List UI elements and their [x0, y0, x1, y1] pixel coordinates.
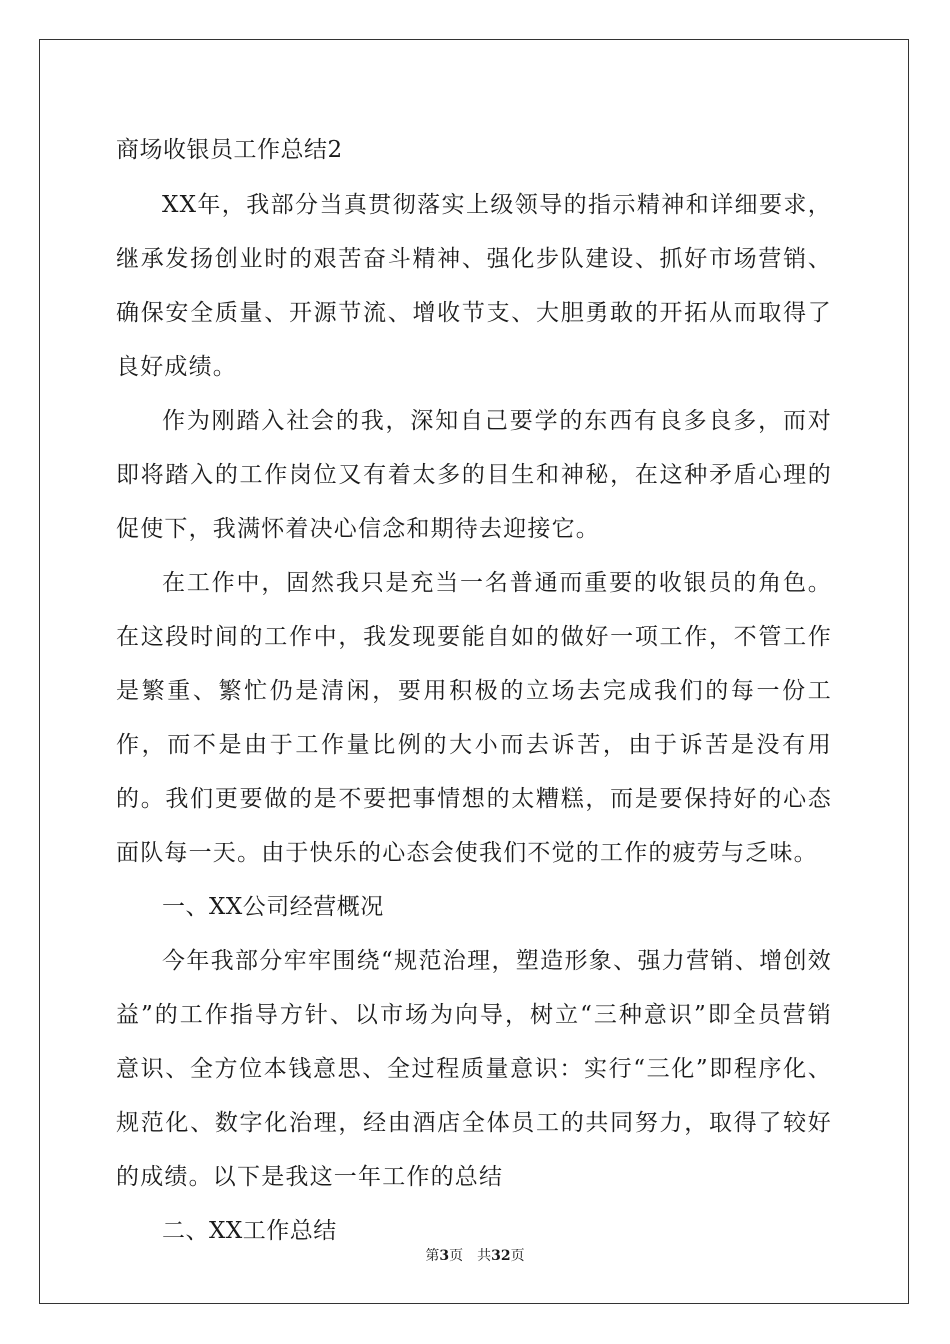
footer-page-number: 3: [439, 1248, 450, 1264]
footer-total-prefix: 共: [477, 1248, 492, 1264]
paragraph-2: 作为刚踏入社会的我，深知自己要学的东西有良多良多，而对即将踏入的工作岗位又有着太多的目生和神秘，在这种矛盾心理的促使下，我满怀着决心信念和期待去迎接它。: [116, 408, 832, 542]
footer-total-pages: 32: [491, 1248, 511, 1264]
document-body: [116, 126, 832, 1258]
paragraph-3: 在工作中，固然我只是充当一名普通而重要的收银员的角色。在这段时间的工作中，我发现要能自如的做好一项工作，不管工作是繁重、繁忙仍是清闲，要用积极的立场去完成我们的每一份工作，而不是由于工作量比例的大小而去诉苦，由于诉苦是没有用的。我们更要做的是不要把事情想的太糟糕，而是要保持好的心态面队每一天。由于快乐的心态会使我们不觉的工作的疲劳与乏味。: [116, 570, 832, 866]
footer-total-suffix: 页: [510, 1248, 525, 1264]
section-heading-2: 二、XX工作总结: [162, 1218, 337, 1244]
footer-page-suffix: 页: [449, 1248, 464, 1264]
paragraph-4: 今年我部分牢牢围绕“规范治理，塑造形象、强力营销、增创效益”的工作指导方针、以市场为向导，树立“三种意识”即全员营销意识、全方位本钱意思、全过程质量意识：实行“三化”即程序化、规范化、数字化治理，经由酒店全体员工的共同努力，取得了较好的成绩。以下是我这一年工作的总结: [116, 948, 832, 1190]
footer-page-prefix: 第: [425, 1248, 440, 1264]
section-heading-1: 一、XX公司经营概况: [162, 894, 384, 920]
page-footer: [0, 1247, 950, 1265]
document-title: 商场收银员工作总结2: [116, 137, 343, 163]
paragraph-1: XX年，我部分当真贯彻落实上级领导的指示精神和详细要求，继承发扬创业时的艰苦奋斗精神、强化步队建设、抓好市场营销、确保安全质量、开源节流、增收节支、大胆勇敢的开拓从而取得了良好成绩。: [116, 192, 832, 380]
